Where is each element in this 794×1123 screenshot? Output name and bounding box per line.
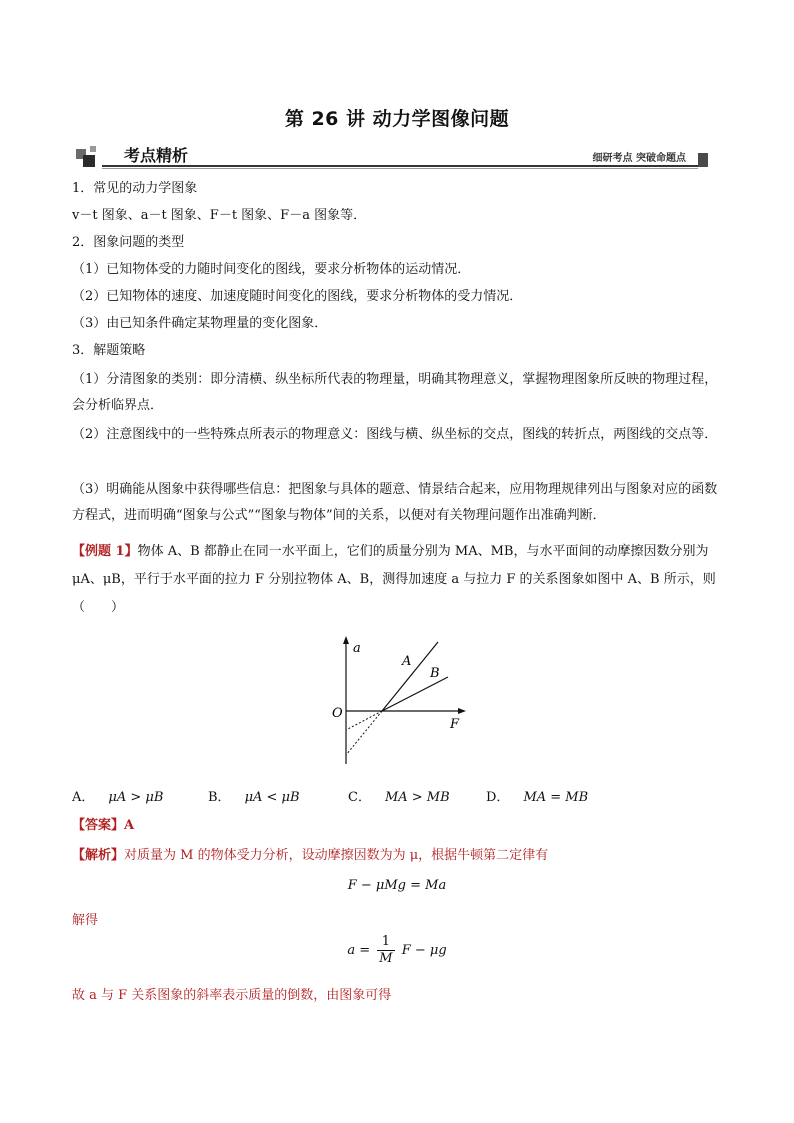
s3-paragraph-2: （2）注意图线中的一些特殊点所表示的物理意义：图线与横、纵坐标的交点，图线的转折点，两图线的交点等．: [72, 427, 718, 442]
option-letter: C．: [348, 790, 371, 805]
answer-line: [72, 813, 724, 839]
s1-heading: 1．常见的动力学图象: [72, 181, 198, 196]
fraction-numerator: 1: [377, 934, 394, 951]
banner-rule-thin: [102, 168, 698, 169]
formula-rest: F − μg: [401, 943, 447, 958]
page-title: 第 26 讲 动力学图像问题: [284, 108, 510, 130]
option-b: [208, 786, 300, 805]
s3-paragraph-1: （1）分清图象的类别：即分清横、纵坐标所代表的物理量，明确其物理意义，掌握物理图象所反映的物理过程，会分析临界点．: [72, 372, 718, 413]
s3-paragraph-3: （3）明确能从图象中获得哪些信息：把图象与具体的题意、情景结合起来，应用物理规律列出与图象对应的函数方程式，进而明确“图象与公式”“图象与物体”间的关系，以便对有关物理问题作出准确判断．: [72, 482, 718, 523]
banner-end-square-icon: [698, 153, 708, 167]
y-axis-arrow-icon: [343, 636, 349, 644]
section-banner: [72, 142, 712, 170]
option-letter: B．: [208, 790, 231, 805]
example-tag: 【例题 1】: [72, 544, 138, 559]
s2-item: （3）由已知条件确定某物理量的变化图象．: [72, 316, 328, 331]
example-text: 物体 A、B 都静止在同一水平面上，它们的质量分别为 MA、MB，与水平面间的动摩擦因数分别为 μA、μB，平行于水平面的拉力 F 分别拉物体 A、B，测得加速度 a 与拉力 F 的关系图象如图中 A、B 所示，则（ ）: [72, 544, 716, 615]
analysis-label: 【解析】: [72, 848, 125, 863]
s1-line: v－t 图象、a－t 图象、F－t 图象、F－a 图象等．: [72, 208, 367, 223]
formula-fraction: [377, 934, 394, 967]
y-axis-label: a: [353, 641, 361, 656]
option-letter: A．: [72, 790, 95, 805]
banner-square-icon: [83, 155, 95, 167]
formula-newton: F − μMg = Ma: [347, 878, 447, 893]
s2-heading: 2．图象问题的类型: [72, 235, 185, 250]
line-b-label: B: [430, 666, 440, 681]
example-question: [72, 538, 724, 622]
banner-label: 考点精析: [124, 146, 189, 165]
banner-rule: [102, 165, 698, 167]
analysis-line: [72, 843, 724, 869]
formula-lhs: a =: [347, 943, 371, 958]
option-expr: μA < μB: [244, 790, 300, 805]
option-a: [72, 786, 163, 805]
a-f-graph: [310, 632, 480, 772]
fraction-denominator: M: [379, 951, 393, 966]
option-expr: MA > MB: [384, 790, 450, 805]
line-b-extension: [346, 711, 382, 730]
line-a-label: A: [402, 654, 412, 669]
line-b: [382, 677, 448, 711]
option-d: [486, 786, 588, 805]
analysis-conclusion: 故 a 与 F 关系图象的斜率表示质量的倒数，由图象可得: [72, 988, 392, 1003]
s3-heading: 3．解题策略: [72, 343, 146, 358]
origin-label: O: [332, 706, 343, 721]
banner-square-icon: [90, 146, 96, 152]
s2-item: （1）已知物体受的力随时间变化的图线，要求分析物体的运动情况．: [72, 262, 471, 277]
option-expr: MA = MB: [523, 790, 589, 805]
option-letter: D．: [486, 790, 510, 805]
x-axis-arrow-icon: [458, 708, 466, 714]
analysis-solve: 解得: [72, 913, 99, 928]
analysis-text: 对质量为 M 的物体受力分析，设动摩擦因数为为 μ，根据牛顿第二定律有: [124, 848, 549, 863]
x-axis-label: F: [450, 717, 460, 732]
answer-value: A: [124, 818, 135, 833]
answer-label: 【答案】: [72, 818, 125, 833]
s2-item: （2）已知物体的速度、加速度随时间变化的图线，要求分析物体的受力情况．: [72, 289, 523, 304]
banner-right-text: 细研考点 突破命题点: [592, 153, 686, 164]
formula-acceleration: [0, 934, 794, 967]
option-c: [348, 786, 450, 805]
line-a-extension: [346, 711, 382, 755]
option-expr: μA > μB: [108, 790, 164, 805]
